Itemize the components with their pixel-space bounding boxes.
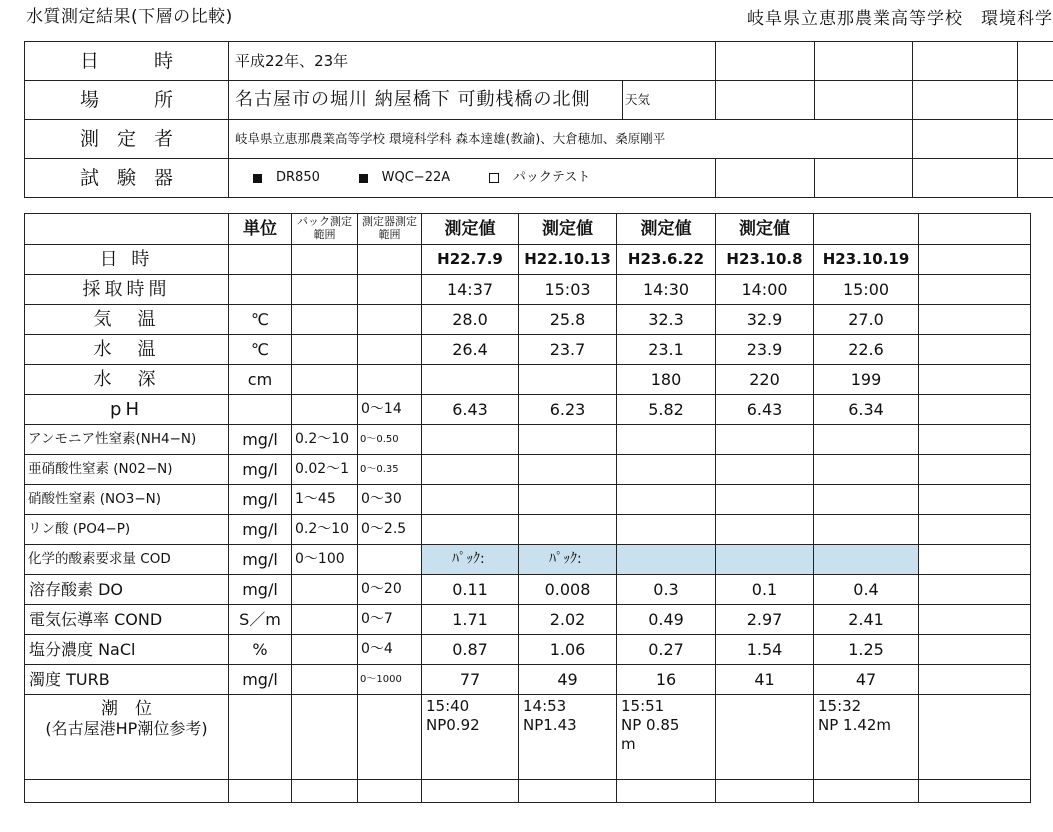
meter-range-cell [358, 275, 422, 305]
pack-range-cell: 0.2〜10 [292, 425, 358, 455]
meter-range-cell [358, 305, 422, 335]
pack-range-cell [292, 335, 358, 365]
value-cell: 1.25 [814, 635, 919, 665]
measurement-row [25, 395, 1031, 425]
value-cell: ﾊﾟｯｸ: [519, 545, 617, 575]
measurement-row [25, 665, 1031, 695]
document-title: 水質測定結果(下層の比較) [26, 7, 233, 27]
value-cell: 23.7 [519, 335, 617, 365]
value-cell: 1.06 [519, 635, 617, 665]
value-cell [519, 515, 617, 545]
value-cell [617, 425, 716, 455]
info-row-measurer [25, 120, 1053, 159]
meter-range-cell: 0〜30 [358, 485, 422, 515]
unit-cell [229, 395, 292, 425]
measurement-row [25, 335, 1031, 365]
measurement-row [25, 455, 1031, 485]
filled-square-icon [359, 174, 368, 183]
value-cell [716, 425, 814, 455]
value-cell [716, 545, 814, 575]
date-cell: H23.6.22 [617, 245, 716, 275]
value-cell [422, 425, 519, 455]
pack-range-cell [292, 665, 358, 695]
value-cell: 5.82 [617, 395, 716, 425]
meter-range-cell: 0〜14 [358, 395, 422, 425]
pack-range-cell [292, 575, 358, 605]
pack-range-header: パック測定範囲 [292, 214, 358, 245]
measurer-label: 測定者 [25, 120, 229, 159]
meter-range-cell: 0〜4 [358, 635, 422, 665]
pack-range-cell: 1〜45 [292, 485, 358, 515]
tide-label: 潮 位 (名古屋港HP潮位参考) [25, 695, 229, 780]
measurement-row [25, 635, 1031, 665]
value-cell [617, 485, 716, 515]
meter-range-cell: 0〜1000 [358, 665, 422, 695]
item-name: 水 温 [25, 335, 229, 365]
value-cell: ﾊﾟｯｸ: [422, 545, 519, 575]
date-cell: H23.10.8 [716, 245, 814, 275]
meter-range-cell: 0〜0.35 [358, 455, 422, 485]
item-name: リン酸 (PO4−P) [25, 515, 229, 545]
value-cell: 23.9 [716, 335, 814, 365]
value-cell [716, 485, 814, 515]
filled-square-icon [253, 174, 262, 183]
measurer-value: 岐阜県立恵那農業高等学校 環境科学科 森本達雄(教諭)、大倉穂加、桑原剛平 [229, 120, 913, 159]
meter-range-cell: 0〜20 [358, 575, 422, 605]
pack-range-cell [292, 395, 358, 425]
unit-cell: mg/l [229, 575, 292, 605]
measurement-row [25, 575, 1031, 605]
unit-cell: ℃ [229, 305, 292, 335]
value-cell: 2.41 [814, 605, 919, 635]
measurement-row [25, 275, 1031, 305]
item-name: 化学的酸素要求量 COD [25, 545, 229, 575]
value-cell: 0.87 [422, 635, 519, 665]
item-name: 溶存酸素 DO [25, 575, 229, 605]
value-cell [716, 515, 814, 545]
value-cell: 0.4 [814, 575, 919, 605]
pack-range-cell: 0〜100 [292, 545, 358, 575]
value-cell: 15:03 [519, 275, 617, 305]
unit-cell: mg/l [229, 665, 292, 695]
meter-range-header: 測定器測定範囲 [358, 214, 422, 245]
value-cell [814, 485, 919, 515]
value-cell [422, 515, 519, 545]
pack-range-cell: 0.02〜1 [292, 455, 358, 485]
item-name: 硝酸性窒素 (NO3−N) [25, 485, 229, 515]
measurement-row [25, 305, 1031, 335]
value-header: 測定値 [716, 214, 814, 245]
value-cell: 180 [617, 365, 716, 395]
pack-range-cell [292, 635, 358, 665]
unit-cell: % [229, 635, 292, 665]
pack-range-cell [292, 275, 358, 305]
value-cell: 26.4 [422, 335, 519, 365]
value-cell: 0.49 [617, 605, 716, 635]
school-name: 岐阜県立恵那農業高等学校 環境科学 [747, 9, 1053, 29]
value-cell: 16 [617, 665, 716, 695]
value-cell: 2.97 [716, 605, 814, 635]
value-cell [814, 455, 919, 485]
value-cell [814, 425, 919, 455]
instrument-label: 試験器 [25, 159, 229, 198]
tide-row [25, 695, 1031, 780]
measurement-row [25, 605, 1031, 635]
value-cell: 28.0 [422, 305, 519, 335]
unit-cell: mg/l [229, 515, 292, 545]
date-row [25, 245, 1031, 275]
value-cell [422, 365, 519, 395]
value-cell [716, 455, 814, 485]
value-cell: 1.71 [422, 605, 519, 635]
instrument-item: パックテスト [489, 171, 590, 185]
meter-range-cell [358, 335, 422, 365]
pack-range-cell: 0.2〜10 [292, 515, 358, 545]
value-cell [519, 365, 617, 395]
value-cell: 32.3 [617, 305, 716, 335]
date-cell: H22.10.13 [519, 245, 617, 275]
unit-cell [229, 275, 292, 305]
unit-header: 単位 [229, 214, 292, 245]
item-name: 塩分濃度 NaCl [25, 635, 229, 665]
unit-cell: mg/l [229, 485, 292, 515]
pack-range-cell [292, 605, 358, 635]
value-cell: 14:30 [617, 275, 716, 305]
value-cell: 22.6 [814, 335, 919, 365]
value-cell: 77 [422, 665, 519, 695]
value-cell [617, 545, 716, 575]
tide-cell: 14:53 NP1.43 [519, 695, 617, 780]
value-cell: 0.11 [422, 575, 519, 605]
value-cell: 15:00 [814, 275, 919, 305]
value-cell: 14:00 [716, 275, 814, 305]
value-cell: 6.23 [519, 395, 617, 425]
measurement-row [25, 545, 1031, 575]
item-name: 電気伝導率 COND [25, 605, 229, 635]
value-cell: 6.43 [422, 395, 519, 425]
value-cell: 6.34 [814, 395, 919, 425]
value-header: 測定値 [617, 214, 716, 245]
value-cell [617, 455, 716, 485]
measurement-row [25, 515, 1031, 545]
date-cell: H23.10.19 [814, 245, 919, 275]
value-cell: 220 [716, 365, 814, 395]
instrument-item: DR850 [253, 171, 320, 185]
item-name: 亜硝酸性窒素 (N02−N) [25, 455, 229, 485]
value-cell [422, 455, 519, 485]
info-table [24, 41, 1053, 198]
value-cell: 14:37 [422, 275, 519, 305]
place-label: 場 所 [25, 81, 229, 120]
value-cell: 25.8 [519, 305, 617, 335]
meter-range-cell: 0〜2.5 [358, 515, 422, 545]
tide-cell: 15:51 NP 0.85 m [617, 695, 716, 780]
item-name: 気 温 [25, 305, 229, 335]
unit-cell: S／m [229, 605, 292, 635]
value-cell [617, 515, 716, 545]
value-cell: 0.27 [617, 635, 716, 665]
unit-cell: mg/l [229, 545, 292, 575]
instrument-item: WQC−22A [359, 171, 451, 185]
meter-range-cell [358, 545, 422, 575]
tide-cell [716, 695, 814, 780]
value-cell: 49 [519, 665, 617, 695]
item-name: アンモニア性窒素(NH4−N) [25, 425, 229, 455]
meter-range-cell: 0〜0.50 [358, 425, 422, 455]
value-cell [814, 515, 919, 545]
value-cell: 2.02 [519, 605, 617, 635]
item-name: 採取時間 [25, 275, 229, 305]
value-cell: 1.54 [716, 635, 814, 665]
header-row [25, 214, 1031, 245]
unit-cell: mg/l [229, 425, 292, 455]
value-cell: 27.0 [814, 305, 919, 335]
measurement-table [24, 213, 1031, 803]
empty-square-icon [489, 173, 499, 183]
value-cell [519, 455, 617, 485]
value-cell [519, 425, 617, 455]
date-label: 日 時 [25, 42, 229, 81]
empty-row [25, 780, 1031, 803]
value-cell: 41 [716, 665, 814, 695]
value-cell: 0.3 [617, 575, 716, 605]
value-cell [519, 485, 617, 515]
info-row-instrument [25, 159, 1053, 198]
value-cell: 0.1 [716, 575, 814, 605]
tide-cell: 15:40 NP0.92 [422, 695, 519, 780]
value-cell: 6.43 [716, 395, 814, 425]
value-cell: 23.1 [617, 335, 716, 365]
info-row-place [25, 81, 1053, 120]
value-cell: 47 [814, 665, 919, 695]
tide-cell: 15:32 NP 1.42m [814, 695, 919, 780]
value-cell: 0.008 [519, 575, 617, 605]
item-name: 水 深 [25, 365, 229, 395]
value-cell: 32.9 [716, 305, 814, 335]
value-cell [814, 545, 919, 575]
place-value: 名古屋市の堀川 納屋橋下 可動桟橋の北側 [229, 81, 623, 120]
pack-range-cell [292, 365, 358, 395]
measurement-row [25, 365, 1031, 395]
measurement-row [25, 425, 1031, 455]
date-cell: H22.7.9 [422, 245, 519, 275]
info-row-date [25, 42, 1053, 81]
value-cell: 199 [814, 365, 919, 395]
pack-range-cell [292, 305, 358, 335]
item-name: pH [25, 395, 229, 425]
item-name: 濁度 TURB [25, 665, 229, 695]
value-cell [422, 485, 519, 515]
value-header: 測定値 [422, 214, 519, 245]
unit-cell: ℃ [229, 335, 292, 365]
meter-range-cell [358, 365, 422, 395]
weather-label: 天気 [623, 81, 716, 120]
value-header: 測定値 [519, 214, 617, 245]
meter-range-cell: 0〜7 [358, 605, 422, 635]
instrument-list [229, 159, 716, 198]
unit-cell: mg/l [229, 455, 292, 485]
dates-label: 日 時 [25, 245, 229, 275]
date-value: 平成22年、23年 [229, 42, 716, 81]
unit-cell: cm [229, 365, 292, 395]
measurement-row [25, 485, 1031, 515]
